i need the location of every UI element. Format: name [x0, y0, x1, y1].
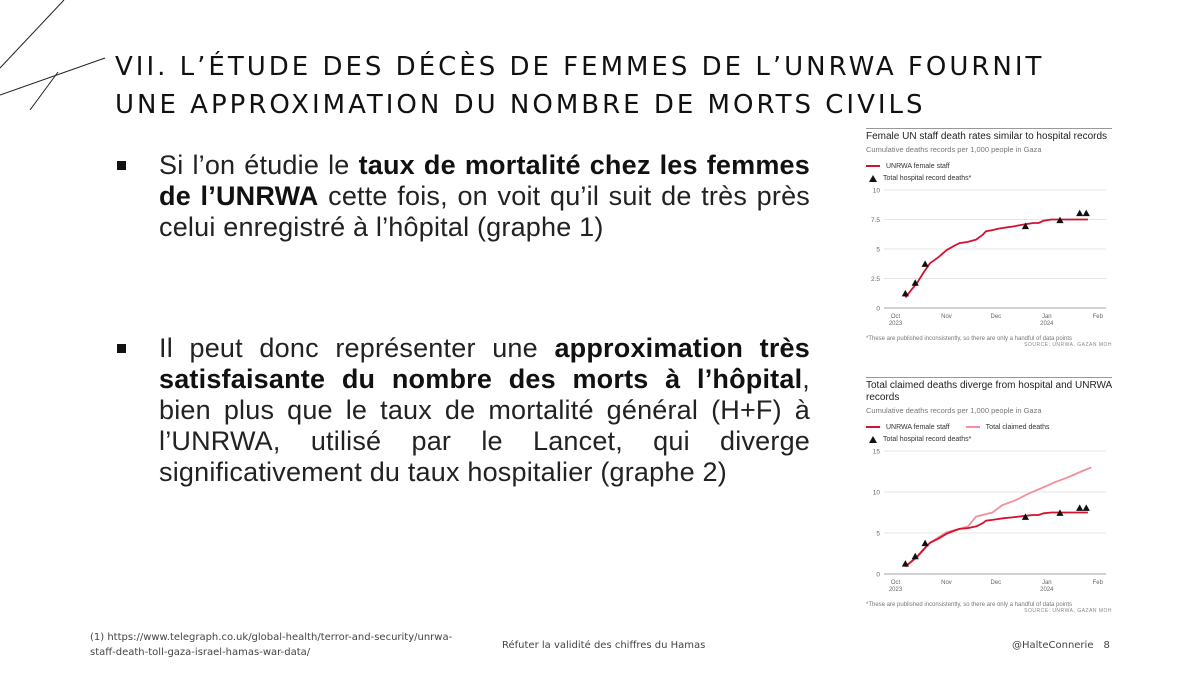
hospital-point [1083, 210, 1090, 217]
page-number: 8 [1103, 640, 1110, 651]
chart-1 [866, 128, 1112, 348]
legend-item-hospital [866, 172, 1112, 184]
y-tick-label: 15 [872, 448, 880, 456]
series-line-claimed [905, 467, 1091, 566]
chart-note: *These are published inconsistently, so there are only a handful of data points [866, 602, 1073, 608]
bullet-square-icon [117, 161, 126, 170]
chart-2 [866, 377, 1112, 614]
footer-handle: @HalteConnerie [1012, 640, 1094, 651]
legend-row [866, 421, 1112, 433]
chart-source: SOURCE: UNRWA, GAZAN MOH [1024, 342, 1112, 348]
chart-source: SOURCE: UNRWA, GAZAN MOH [1024, 608, 1112, 614]
hospital-point [922, 540, 929, 547]
corner-decoration [0, 0, 120, 110]
legend-item-hospital [866, 433, 1112, 445]
x-tick-label-year: 2024 [1040, 587, 1054, 593]
slide-title-line-2: UNE APPROXIMATION DU NOMBRE DE MORTS CIVILS [115, 90, 926, 120]
x-tick-label-year: 2024 [1040, 321, 1054, 327]
bullet-item [115, 333, 810, 488]
bullet-text [159, 150, 810, 242]
y-tick-label: 0 [876, 571, 880, 579]
x-tick-label: Feb [1092, 314, 1103, 320]
bullet-text-bold: taux de mortalité chez les femmes de l’UNRWA [159, 150, 810, 211]
y-tick-label: 10 [872, 489, 880, 497]
chart-top-rule [866, 377, 1112, 378]
series-line-unrwa [905, 513, 1088, 567]
footer-title: Réfuter la validité des chiffres du Hamas [502, 640, 706, 651]
bullet-list [115, 150, 810, 488]
x-tick-label: Dec [990, 580, 1002, 586]
bullet-text-run: Il peut donc représenter une [159, 333, 555, 363]
legend-triangle-icon [869, 436, 877, 443]
legend-label: Total hospital record deaths* [883, 435, 972, 443]
x-tick-label-year: 2023 [888, 587, 903, 593]
legend-item-unrwa [866, 160, 1112, 172]
legend-line-icon [966, 426, 980, 428]
chart-subtitle: Cumulative deaths records per 1,000 people in Gaza [866, 406, 1042, 415]
bullet-square-icon [117, 344, 126, 353]
x-tick-label: Feb [1092, 580, 1103, 586]
chart-title: Total claimed deaths diverge from hospital and UNRWA records [866, 380, 1112, 403]
chart-plot [866, 445, 1112, 600]
x-tick-label: Oct [890, 314, 901, 320]
y-tick-label: 0 [876, 305, 880, 313]
hospital-point [1083, 504, 1090, 511]
chart-title: Female UN staff death rates similar to hospital records [866, 131, 1108, 142]
hospital-point [1076, 210, 1083, 217]
chart-note: *These are published inconsistently, so there are only a handful of data points [866, 336, 1073, 342]
legend-label: Total hospital record deaths* [883, 174, 972, 182]
chart-legend [866, 160, 1112, 184]
slide-title-line-1: VII. L’ÉTUDE DES DÉCÈS DE FEMMES DE L’UNRWA FOURNIT [115, 52, 1045, 82]
x-tick-label: Oct [890, 580, 901, 586]
legend-line-icon [866, 165, 880, 167]
bullet-text-bold: approximation très satisfaisante du nombre des morts à l’hôpital [159, 333, 810, 394]
bullet-item [115, 150, 810, 243]
x-tick-label: Jan [1041, 314, 1052, 320]
bullet-text [159, 333, 810, 487]
series-line-unrwa [905, 220, 1088, 298]
legend-label: UNRWA female staff [886, 423, 950, 431]
x-tick-label: Jan [1041, 580, 1052, 586]
footer-reference: (1) https://www.telegraph.co.uk/global-health/terror-and-security/unrwa-staff-death-toll-gaza-israel-hamas-war-data/ [90, 632, 453, 658]
bullet-text-run: Si l’on étudie le [159, 150, 359, 180]
x-tick-label: Dec [990, 314, 1002, 320]
footer-handle-block [1012, 640, 1110, 651]
chart-top-rule [866, 128, 1112, 129]
y-tick-label: 5 [876, 246, 880, 254]
hospital-point [922, 260, 929, 267]
x-tick-label: Nov [941, 314, 952, 320]
chart-legend [866, 421, 1112, 445]
bullet-text-run: cette fois, on voit qu’il suit de très près celui enregistré à l’hôpital (graphe 1) [159, 181, 810, 242]
y-tick-label: 10 [872, 187, 880, 195]
legend-label: UNRWA female staff [886, 162, 950, 170]
bullet-text-run: , bien plus que le taux de mortalité général (H+F) à l’UNRWA, utilisé par le Lancet, qui diverge significativement du taux hospitalier (graphe 2) [159, 364, 810, 487]
chart-subtitle: Cumulative deaths records per 1,000 people in Gaza [866, 145, 1042, 154]
chart-plot [866, 184, 1112, 334]
y-tick-label: 5 [876, 530, 880, 538]
y-tick-label: 7.5 [870, 217, 880, 224]
legend-label: Total claimed deaths [985, 423, 1050, 431]
x-tick-label-year: 2023 [888, 321, 903, 327]
x-tick-label: Nov [941, 580, 952, 586]
hospital-point [1076, 504, 1083, 511]
slide-title [115, 48, 1115, 124]
legend-line-icon [866, 426, 880, 428]
y-tick-label: 2.5 [870, 276, 880, 283]
legend-triangle-icon [869, 175, 877, 182]
